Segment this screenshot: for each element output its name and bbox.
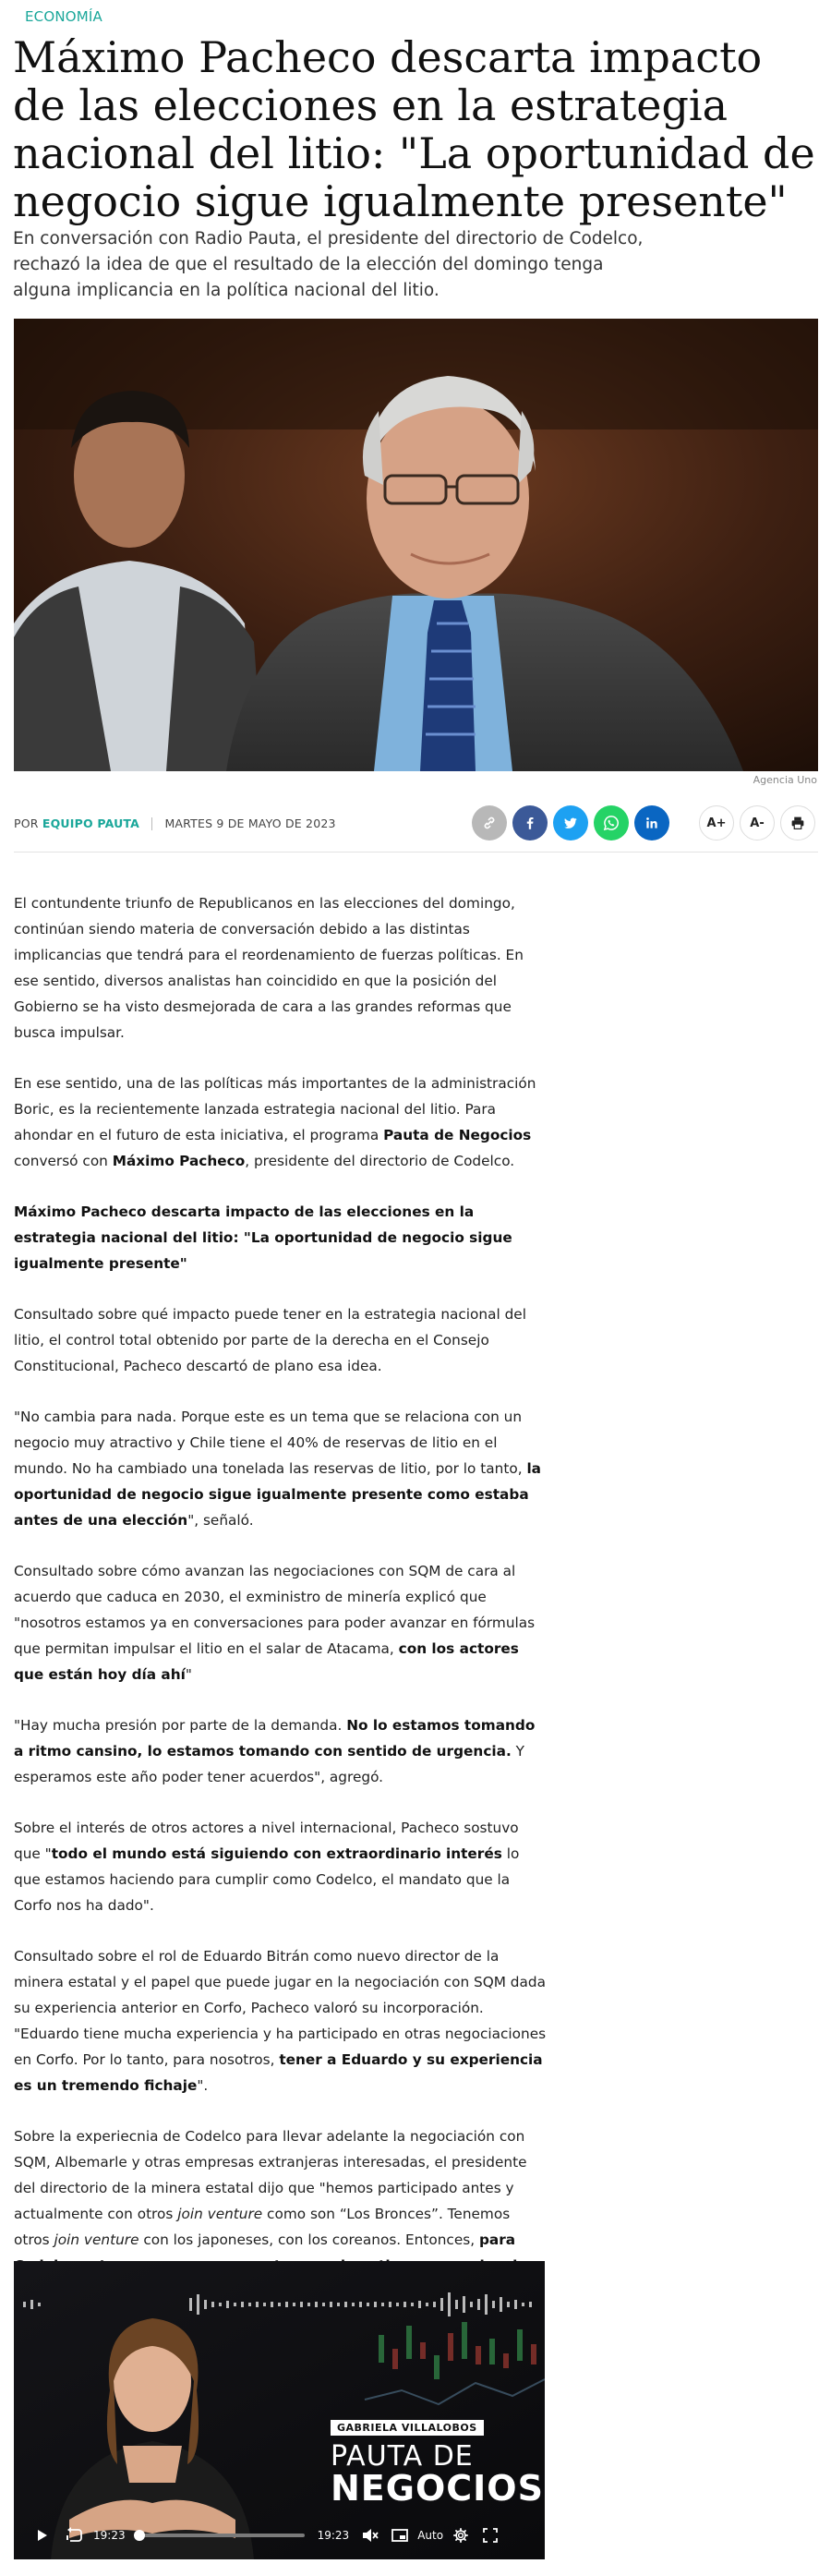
facebook-icon [522,815,538,831]
video-host-label: GABRIELA VILLALOBOS [331,2420,484,2436]
article-dek: En conversación con Radio Pauta, el presidente del directorio de Codelco, rechazó la idea de que el resultado de la elección del domingo tenga alguna implicancia en la política nacional del litio. [13,229,644,300]
article-paragraph: En ese sentido, una de las políticas más importantes de la administración Boric, es la recientemente lanzada estrategia nacional del litio. Para ahondar en el futuro de esta iniciativa, el programa Pauta de Negocios conversó con Máximo Pacheco, presidente del directorio de Codelco. [14,1075,536,1169]
byline-date: MARTES 9 DE MAYO DE 2023 [164,816,336,830]
link-icon [481,815,498,831]
rewind-button[interactable] [60,2527,88,2544]
printer-icon [789,815,806,831]
picture-in-picture-icon [391,2528,408,2543]
section-tag[interactable]: ECONOMÍA [25,8,103,25]
article-paragraph: Consultado sobre el rol de Eduardo Bitrán como nuevo director de la minera estatal y el papel que puede jugar en la negociación con SQM dada su experiencia anterior en Corfo, Pacheco valoró su incorporación. "Eduardo tiene mucha experiencia y ha participado en otras negociaciones en Corfo. Por lo tanto, para nosotros, tener a Eduardo y su experiencia es un tremendo fichaje". [14,1948,547,2094]
print-button[interactable] [780,805,815,841]
article-paragraph: Sobre el interés de otros actores a nivel internacional, Pacheco sostuvo que "todo el mundo está siguiendo con extraordinario interés lo que estamos haciendo para cumplir como Codelco, el mandato que la Corfo nos ha dado". [14,1820,520,1914]
reader-tools [699,805,815,841]
video-progress-handle[interactable] [134,2530,145,2541]
facebook-share-button[interactable] [512,805,548,841]
whatsapp-icon [602,814,620,832]
font-increase-button[interactable]: A+ [699,805,734,841]
play-icon [34,2528,49,2543]
article-paragraph: Consultado sobre qué impacto puede tener en la estrategia nacional del litio, el control total obtenido por parte de la derecha en el Consejo Constitucional, Pacheco descartó de plano esa idea. [14,1306,526,1374]
hero-photo [14,319,818,771]
share-bar [472,805,669,841]
twitter-icon [562,815,579,831]
picture-in-picture-button[interactable] [386,2528,414,2543]
video-duration: 19:23 [317,2529,350,2542]
video-controls [14,2511,545,2559]
photo-credit: Agencia Uno [753,774,817,786]
hero-photo-illustration [14,319,818,771]
byline-author[interactable]: EQUIPO PAUTA [42,816,140,830]
rewind-icon [65,2527,83,2544]
headline: Máximo Pacheco descarta impacto de las elecciones en la estrategia nacional del litio: "La oportunidad de negocio sigue igualmente presente" [13,32,815,226]
mute-button[interactable] [355,2527,386,2544]
article-paragraph: Sobre la experiecnia de Codelco para llevar adelante la negociación con SQM, Albemarle y otras empresas extranjeras interesadas, el presidente del directorio de la minera estatal dijo que "hemos participado antes y actualmente con otros join venture como son “Los Bronces”. Tenemos otros join venture con los japoneses, con los coreanos. Entonces, para [14,2128,527,2248]
article-body [14,890,548,2372]
byline-prefix: POR [14,816,39,830]
article-paragraph: "No cambia para nada. Porque este es un tema que se relaciona con un negocio muy atractivo y Chile tiene el 40% de reservas de litio en el mundo. No ha cambiado una tonelada las reservas de litio, por lo tanto, la oportunidad de negocio sigue igualmente presente como estaba antes de una elección", señaló. [14,1409,542,1529]
volume-muted-icon [361,2527,379,2544]
video-title-line2: NEGOCIOS [331,2468,544,2509]
byline-divider [151,817,152,830]
font-decrease-button[interactable]: A- [740,805,775,841]
twitter-share-button[interactable] [553,805,588,841]
copy-link-button[interactable] [472,805,507,841]
article-subheading: Máximo Pacheco descarta impacto de las elecciones en la estrategia nacional del litio: "La oportunidad de negocio sigue igualmente presente" [14,1203,512,1272]
byline-divider-rule [14,852,818,853]
whatsapp-share-button[interactable] [594,805,629,841]
video-current-time: 19:23 [93,2529,126,2542]
byline [14,816,336,830]
fullscreen-icon [483,2528,498,2543]
article-paragraph: Consultado sobre cómo avanzan las negociaciones con SQM de cara al acuerdo que caduca en 2030, el exministro de minería explicó que "nosotros estamos ya en conversaciones para poder avanzar en fórmulas que permitan impulsar el litio en el salar de Atacama, con los actores que están hoy día ahí" [14,1563,536,1683]
linkedin-icon [644,815,660,831]
gear-icon [452,2527,469,2544]
play-button[interactable] [23,2528,60,2543]
fullscreen-button[interactable] [475,2528,506,2543]
video-title-line1: PAUTA DE [331,2440,474,2473]
settings-button[interactable] [447,2527,475,2544]
video-player[interactable] [14,2261,545,2559]
quality-selector[interactable]: Auto [417,2529,444,2542]
video-progress-bar[interactable] [138,2534,305,2537]
linkedin-share-button[interactable] [634,805,669,841]
article-paragraph: El contundente triunfo de Republicanos en las elecciones del domingo, continúan siendo materia de conversación debido a las distintas implicancias que tendrá para el reordenamiento de fuerzas políticas. En ese sentido, diversos analistas han coincidido en que la posición del Gobierno se ha visto desmejorada de cara a las grandes reformas que busca impulsar. [14,895,524,1041]
article-paragraph: "Hay mucha presión por parte de la demanda. No lo estamos tomando a ritmo cansino, lo estamos tomando con sentido de urgencia. Y esperamos este año poder tener acuerdos", agregó. [14,1717,536,1785]
